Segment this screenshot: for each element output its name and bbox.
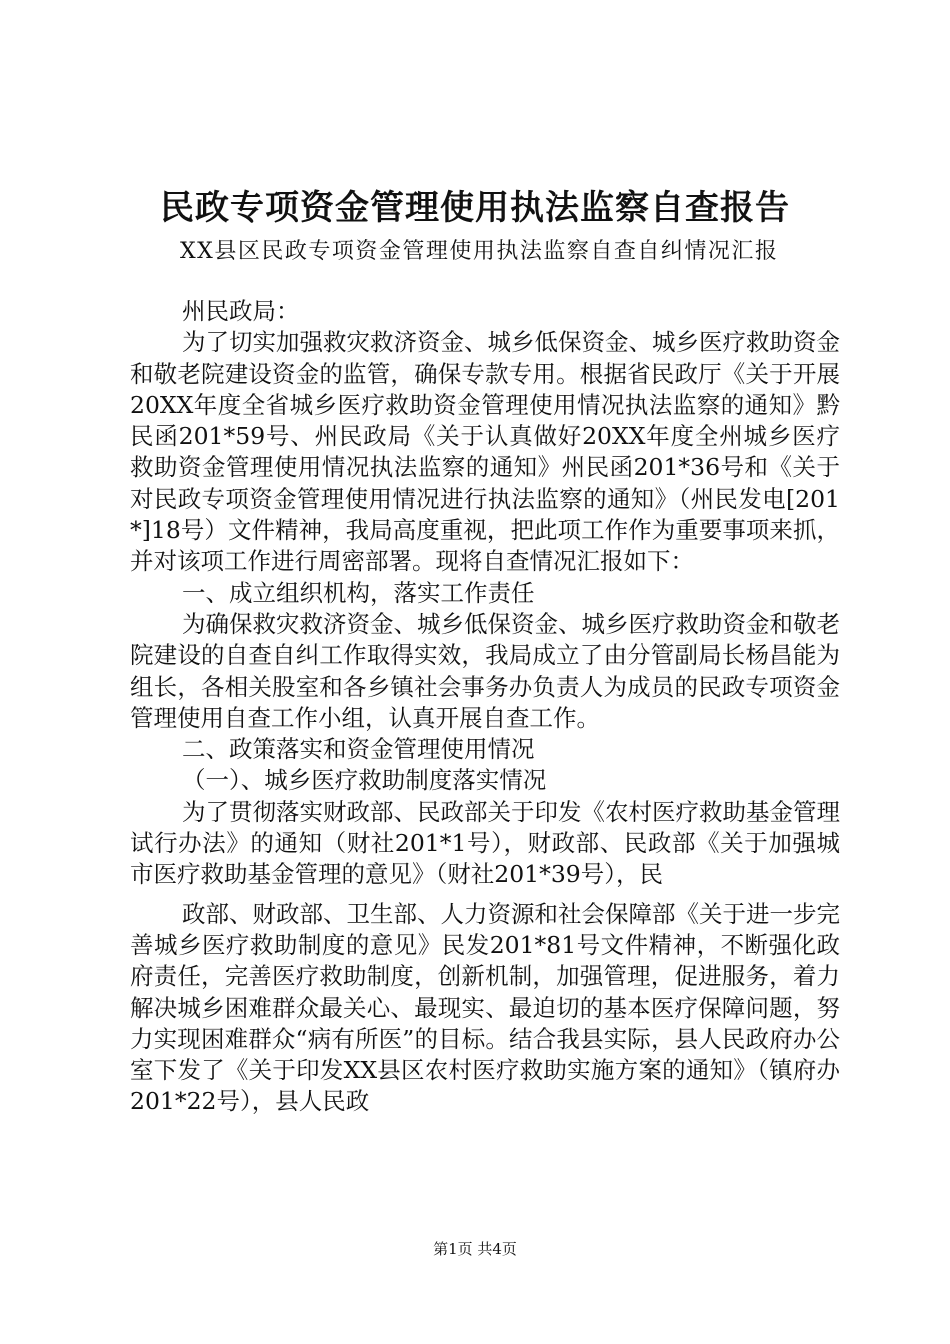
document-title: 民政专项资金管理使用执法监察自查报告 bbox=[160, 188, 790, 228]
salutation: 州民政局： bbox=[182, 297, 300, 325]
document-subtitle: XX县区民政专项资金管理使用执法监察自查自纠情况汇报 bbox=[180, 239, 779, 264]
body-paragraph: 政部、财政部、卫生部、人力资源和社会保障部《关于进一步完善城乡医疗救助制度的意见》民发201*81号文件精神，不断强化政府责任，完善医疗救助制度，创新机制，加强管理，促进服务，着力解决城乡困难群众最关心、最现实、最迫切的基本医疗保障问题，努力实现困难群众“病有所医”的目标。结合我县实际，县人民政府办公室下发了《关于印发XX县区农村医疗救助实施方案的通知》（镇府办201*22号），县人民政 bbox=[130, 899, 840, 1116]
body-paragraph: 为了切实加强救灾救济资金、城乡低保资金、城乡医疗救助资金和敬老院建设资金的监管，确保专款专用。根据省民政厅《关于开展20XX年度全省城乡医疗救助资金管理使用情况执法监察的通知》黔民函201*59号、州民政局《关于认真做好20XX年度全州城乡医疗救助资金管理使用情况执法监察的通知》州民函201*36号和《关于对民政专项资金管理使用情况进行执法监察的通知》（州民发电[201*]18号）文件精神，我局高度重视，把此项工作作为重要事项来抓，并对该项工作进行周密部署。现将自查情况汇报如下： bbox=[130, 328, 840, 576]
body-paragraph: 为确保救灾救济资金、城乡低保资金、城乡医疗救助资金和敬老院建设的自查自纠工作取得实效，我局成立了由分管副局长杨昌能为组长，各相关股室和各乡镇社会事务办负责人为成员的民政专项资金管理使用自查工作小组，认真开展自查工作。 bbox=[130, 609, 840, 732]
section-heading: 二、政策落实和资金管理使用情况 bbox=[182, 735, 535, 764]
paragraph-gap bbox=[130, 891, 840, 899]
subsection-heading: （一）、城乡医疗救助制度落实情况 bbox=[182, 766, 547, 795]
section-heading: 一、成立组织机构，落实工作责任 bbox=[182, 578, 535, 607]
document-body bbox=[130, 296, 840, 1118]
page-number-footer: 第1页 共4页 bbox=[433, 1240, 517, 1258]
body-paragraph: 为了贯彻落实财政部、民政部关于印发《农村医疗救助基金管理试行办法》的通知（财社201*1号），财政部、民政部《关于加强城市医疗救助基金管理的意见》（财社201*39号），民 bbox=[130, 797, 840, 889]
